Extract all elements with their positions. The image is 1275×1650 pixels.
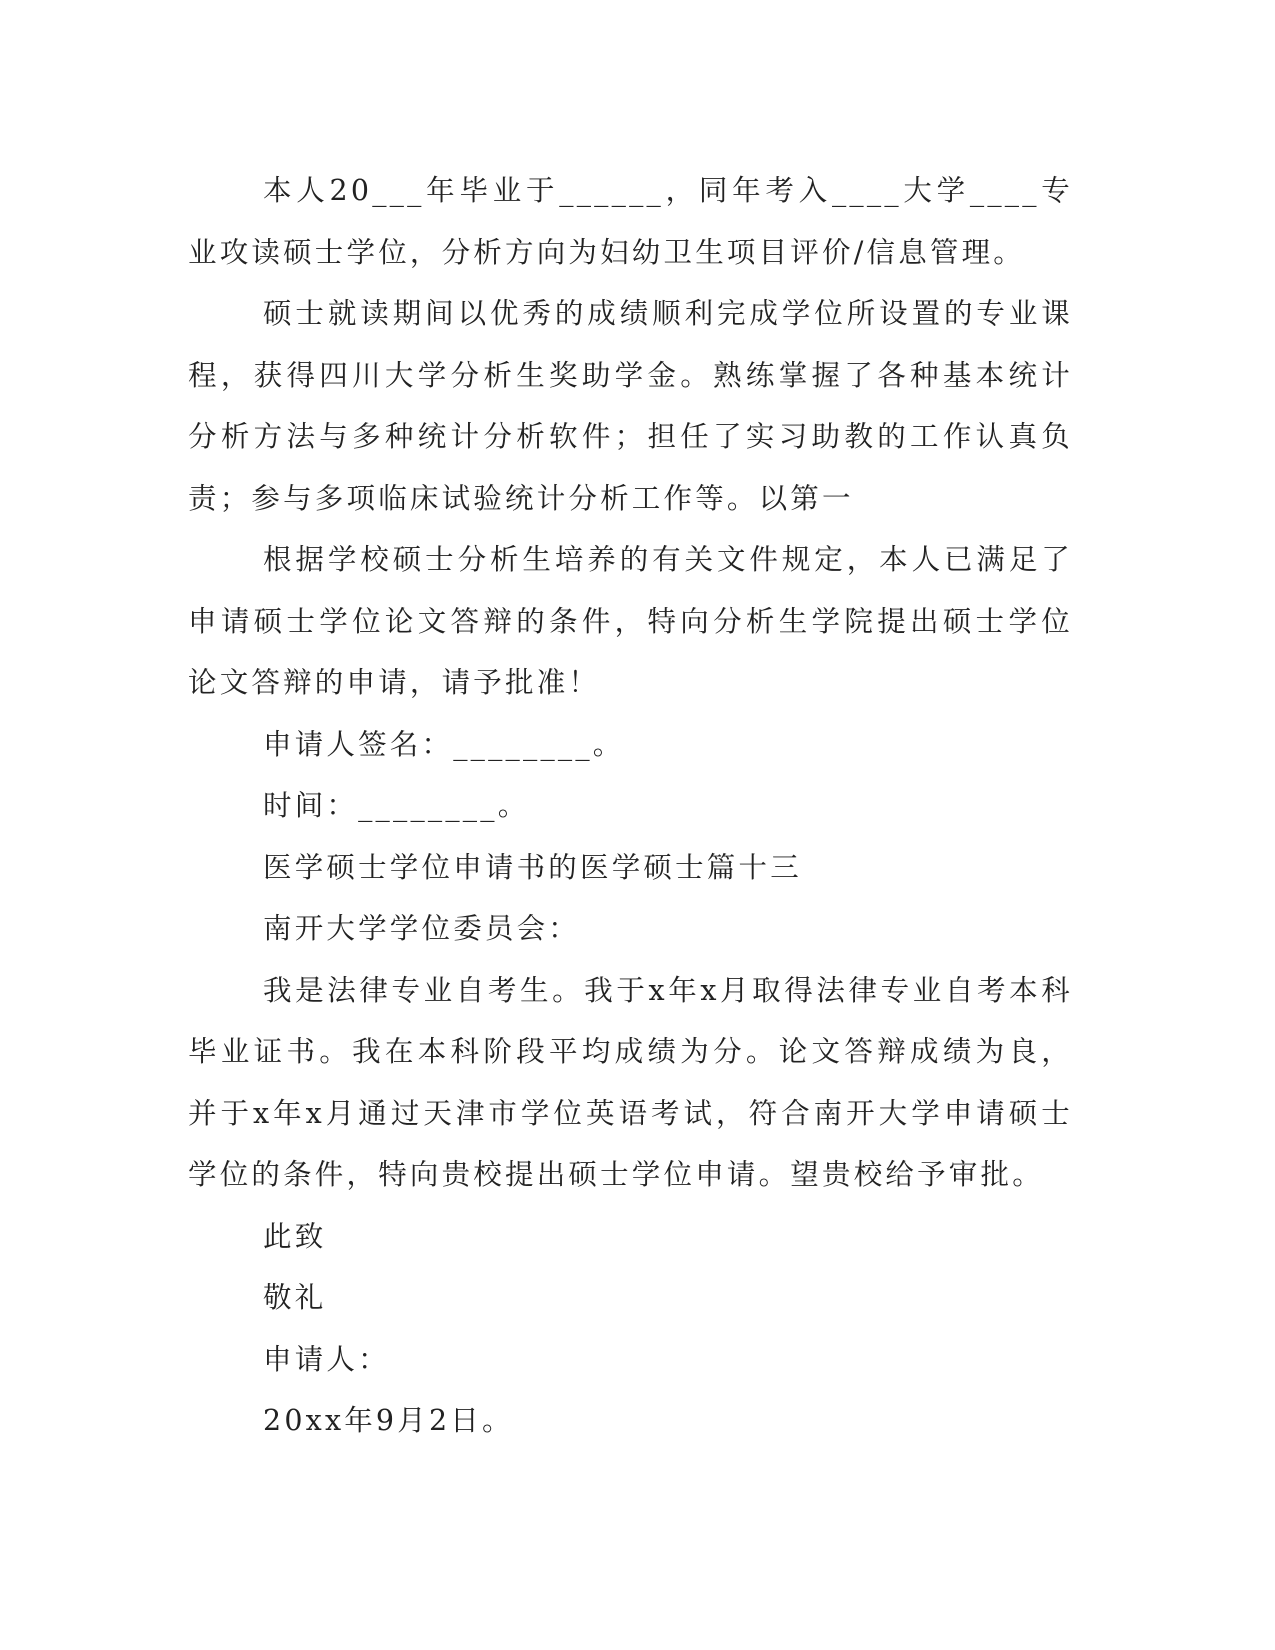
document-body — [188, 160, 1073, 1452]
time-line: 时间：________。 — [263, 789, 530, 822]
closing-line-1: 此致 — [263, 1219, 327, 1253]
closing-line-2: 敬礼 — [263, 1281, 327, 1314]
study-paragraph: 硕士就读期间以优秀的成绩顺利完成学位所设置的专业课程，获得四川大学分析生奖助学金。熟练掌握了各种基本统计分析方法与多种统计分析软件；担任了实习助教的工作认真负责；参与多项临床试验统计分析工作等。以第一 — [188, 297, 1073, 515]
signature-line: 申请人签名：________。 — [263, 727, 625, 761]
applicant-line: 申请人： — [263, 1342, 390, 1376]
request-paragraph: 根据学校硕士分析生培养的有关文件规定，本人已满足了申请硕士学位论文答辩的条件，特向分析生学院提出硕士学位论文答辩的申请，请予批准！ — [188, 543, 1073, 699]
date-line: 20xx年9月2日。 — [263, 1404, 514, 1437]
application-paragraph: 我是法律专业自考生。我于x年x月取得法律专业自考本科毕业证书。我在本科阶段平均成绩为分。论文答辩成绩为良，并于x年x月通过天津市学位英语考试，符合南开大学申请硕士学位的条件，特向贵校提出硕士学位申请。望贵校给予审批。 — [188, 973, 1073, 1191]
section-heading: 医学硕士学位申请书的医学硕士篇十三 — [263, 850, 802, 884]
salutation: 南开大学学位委员会： — [263, 912, 581, 945]
intro-paragraph: 本人20___年毕业于______，同年考入____大学____专业攻读硕士学位，分析方向为妇幼卫生项目评价/信息管理。 — [188, 174, 1073, 269]
